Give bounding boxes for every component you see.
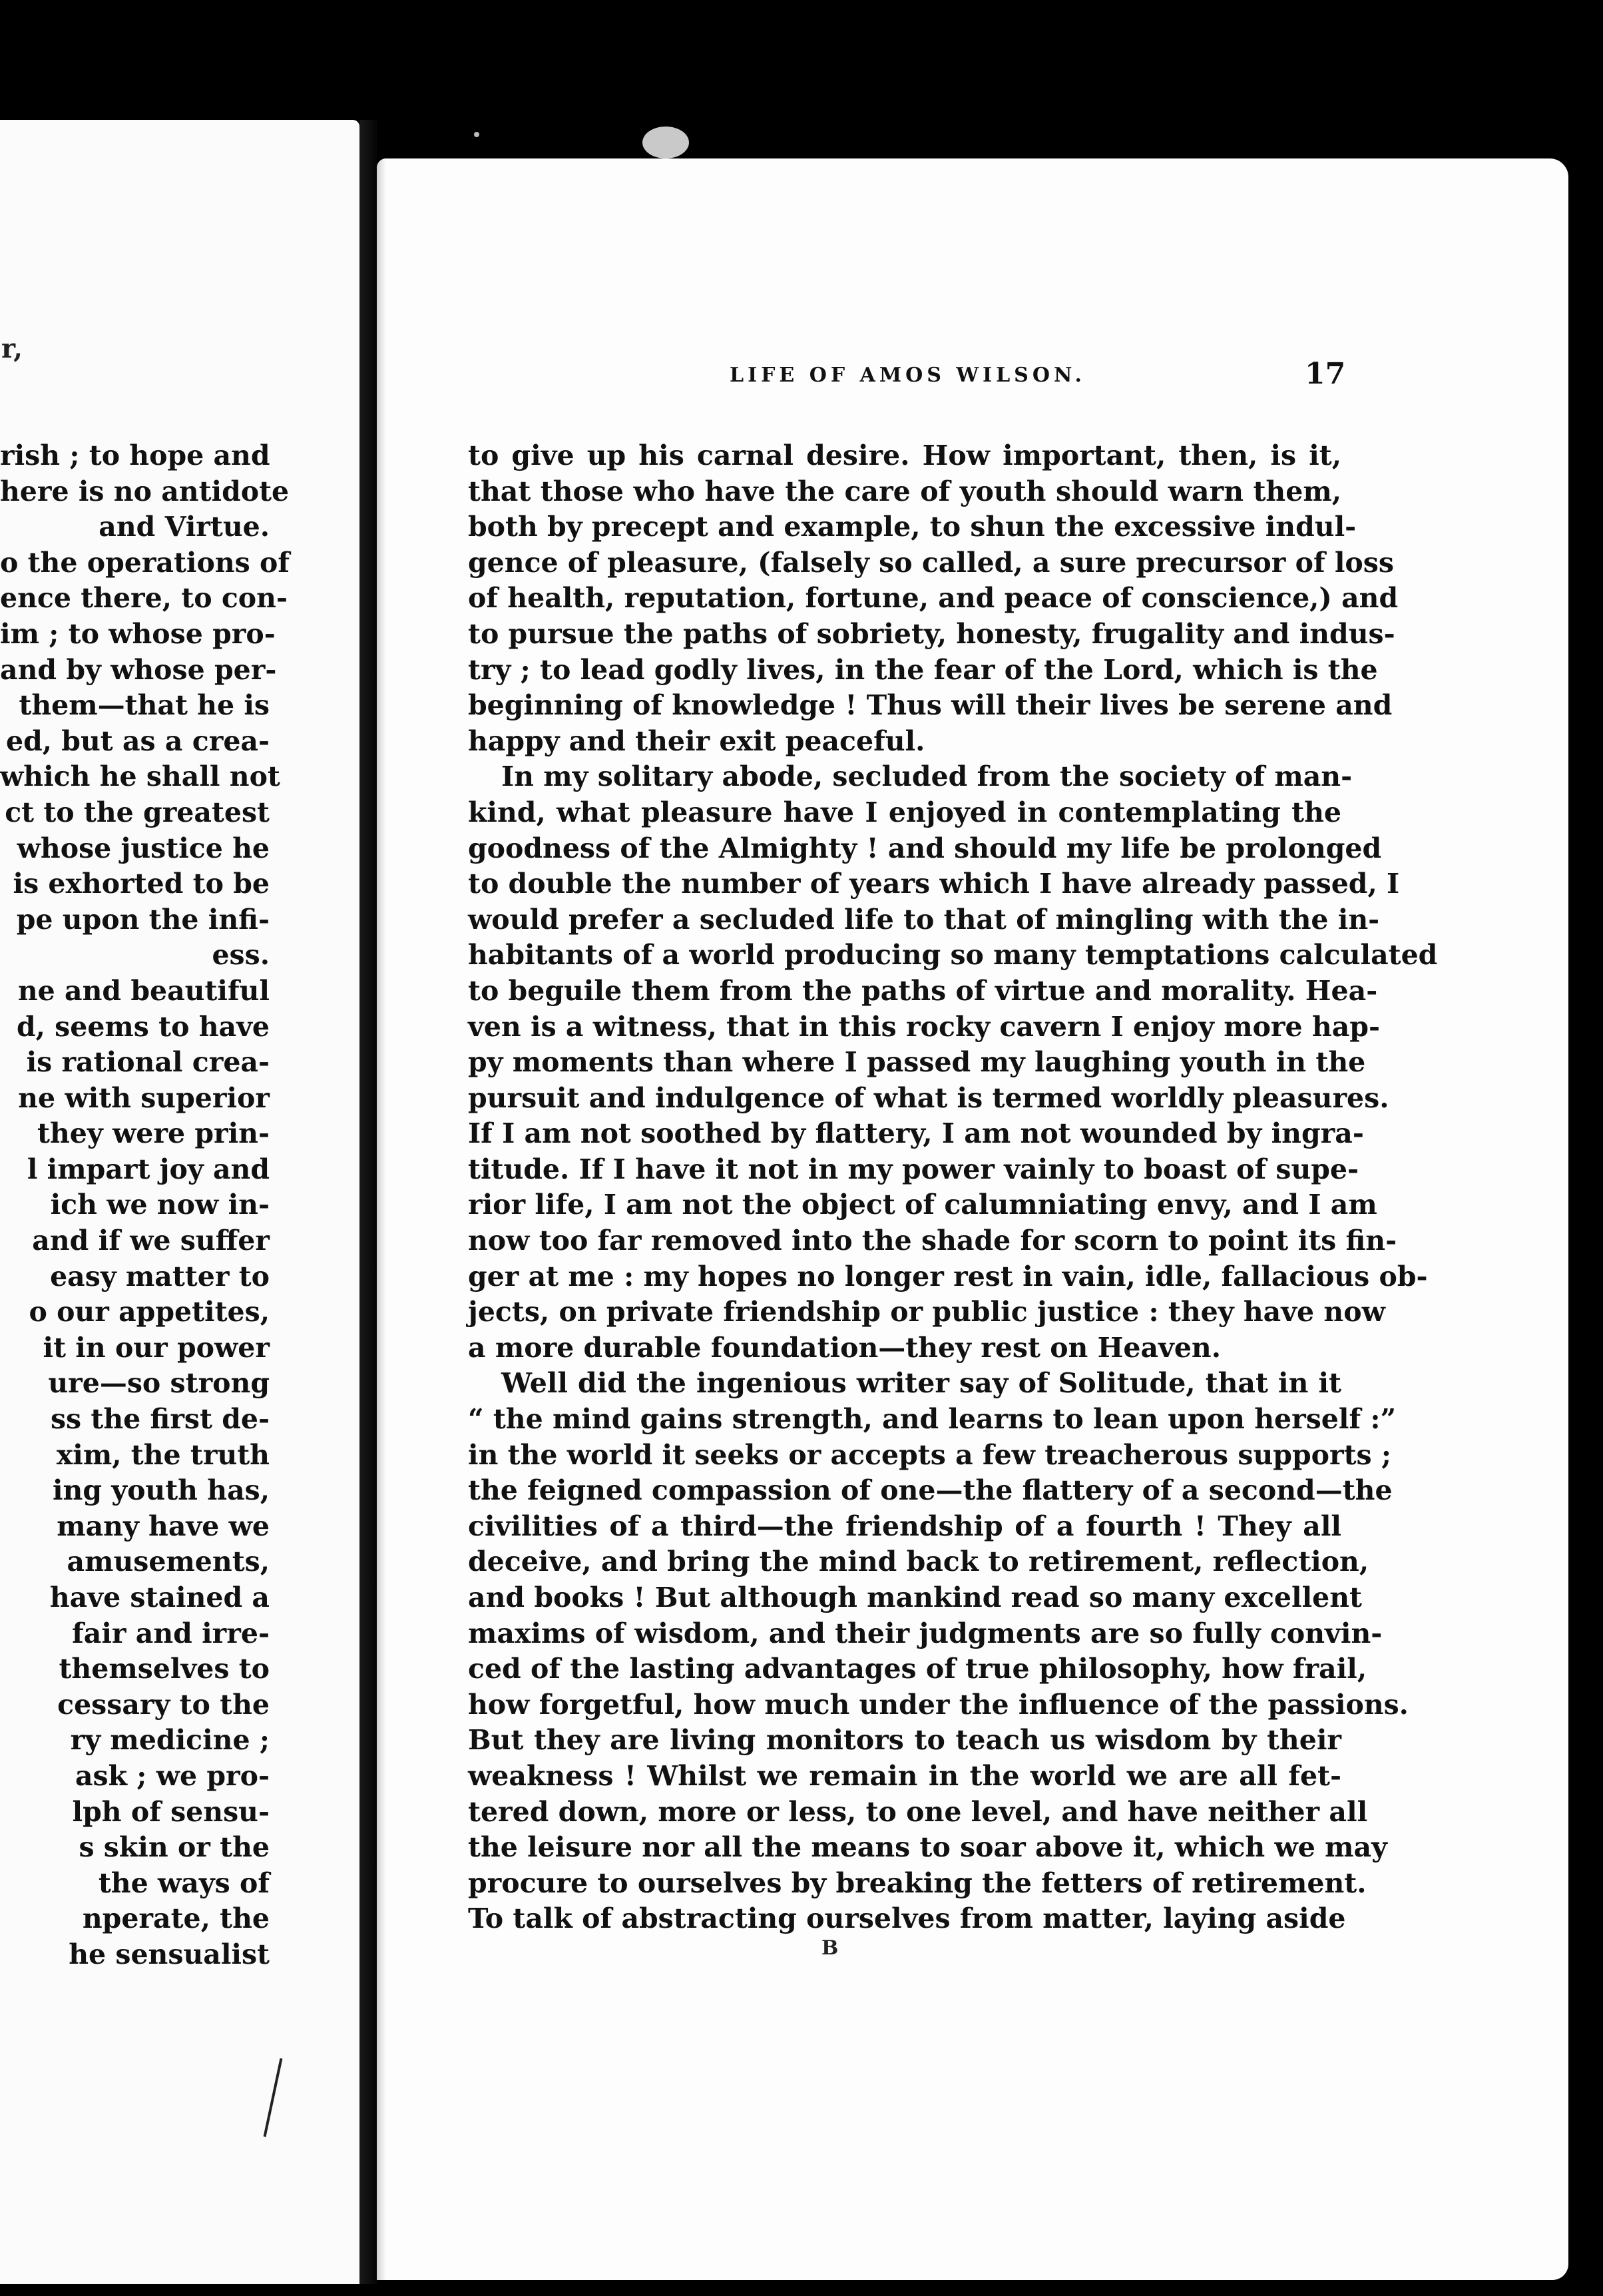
left-page-line: o our appetites,	[29, 1296, 270, 1328]
body-line: the leisure nor all the means to soar above it, which we may	[468, 1831, 1387, 1864]
book-gutter	[359, 120, 377, 2284]
left-page-line: easy matter to	[50, 1260, 270, 1292]
left-page-line: ich we now in-	[50, 1189, 270, 1221]
body-line: a more durable foundation—they rest on Heaven.	[468, 1331, 1222, 1364]
body-line: civilities of a third—the friendship of a fourth ! They all	[468, 1510, 1341, 1542]
body-line: kind, what pleasure have I enjoyed in contemplating the	[468, 796, 1341, 828]
left-page-line: ess.	[212, 939, 270, 972]
left-page-mark: r,	[1, 333, 23, 364]
body-line: py moments than where I passed my laughing youth in the	[468, 1046, 1366, 1079]
running-head: LIFE OF AMOS WILSON.	[730, 364, 1086, 387]
left-page-line: s skin or the	[79, 1831, 270, 1864]
body-line: of health, reputation, fortune, and peace of conscience,) and	[468, 582, 1399, 615]
left-page-line: have stained a	[49, 1581, 270, 1613]
body-line: would prefer a secluded life to that of mingling with the in-	[468, 903, 1380, 936]
left-page-line: ask ; we pro-	[75, 1759, 270, 1792]
body-line: ced of the lasting advantages of true philosophy, how frail,	[468, 1653, 1367, 1685]
body-line: in the world it seeks or accepts a few treacherous supports ;	[468, 1438, 1391, 1471]
paper-speck	[474, 132, 479, 137]
right-page	[377, 158, 1568, 2280]
body-line: rior life, I am not the object of calumniating envy, and I am	[468, 1189, 1377, 1221]
left-page-line: and if we suffer	[32, 1225, 270, 1257]
left-page-line: ed, but as a crea-	[6, 724, 270, 757]
body-line: But they are living monitors to teach us wisdom by their	[468, 1724, 1341, 1757]
page-edge-shadow	[377, 158, 386, 2280]
body-line: procure to ourselves by breaking the fetters of retirement.	[468, 1866, 1367, 1899]
left-page-line: ne with superior	[18, 1081, 270, 1114]
body-line: titude. If I have it not in my power vainly to boast of supe-	[468, 1153, 1359, 1185]
body-line: to beguile them from the paths of virtue and morality. Hea-	[468, 974, 1378, 1007]
left-page-line: nperate, the	[82, 1902, 270, 1935]
left-page-line: im ; to whose pro-	[0, 617, 276, 650]
page-number: 17	[1305, 357, 1346, 391]
body-line: now too far removed into the shade for scorn to point its fin-	[468, 1225, 1397, 1257]
left-page-line: fair and irre-	[72, 1617, 270, 1649]
left-page-line: amusements,	[67, 1546, 270, 1578]
body-line: jects, on private friendship or public justice : they have now	[468, 1296, 1385, 1328]
left-page-line: themselves to	[59, 1653, 270, 1685]
body-line: and books ! But although mankind read so many excellent	[468, 1581, 1362, 1613]
left-page-line: ry medicine ;	[70, 1724, 270, 1757]
body-line: goodness of the Almighty ! and should my life be prolonged	[468, 832, 1382, 864]
left-page-line: the ways of	[98, 1866, 270, 1899]
signature-mark: B	[821, 1936, 839, 1960]
body-line: how forgetful, how much under the influence of the passions.	[468, 1688, 1409, 1721]
body-line: Well did the ingenious writer say of Solitude, that in it	[501, 1367, 1341, 1400]
left-page-line: ne and beautiful	[17, 974, 270, 1007]
left-page-text	[0, 438, 290, 1973]
left-page-line: here is no antidote	[0, 475, 290, 507]
body-line: tered down, more or less, to one level, and have neither all	[468, 1795, 1368, 1828]
left-page-line: which he shall not	[0, 760, 280, 793]
left-page-line: ing youth has,	[52, 1474, 270, 1507]
left-page-line: o the operations of	[0, 546, 290, 579]
left-page-line: lph of sensu-	[72, 1795, 270, 1828]
left-page-line: ss the first de-	[50, 1403, 270, 1436]
body-line: If I am not soothed by flattery, I am not wounded by ingra-	[468, 1117, 1364, 1150]
left-page	[0, 120, 359, 2284]
body-line: happy and their exit peaceful.	[468, 724, 925, 757]
body-line: deceive, and bring the mind back to retirement, reflection,	[468, 1546, 1369, 1578]
left-page-line: they were prin-	[37, 1117, 270, 1150]
left-page-line: xim, the truth	[56, 1438, 270, 1471]
left-page-line: them—that he is	[19, 689, 270, 722]
left-page-line: ence there, to con-	[0, 582, 288, 615]
body-line: to double the number of years which I have already passed, I	[468, 868, 1400, 900]
body-line: both by precept and example, to shun the excessive indul-	[468, 511, 1357, 543]
body-line: gence of pleasure, (falsely so called, a sure precursor of loss	[468, 546, 1394, 579]
left-page-line: and Virtue.	[99, 511, 270, 543]
left-page-line: rish ; to hope and	[0, 439, 270, 471]
body-line: In my solitary abode, secluded from the society of man-	[501, 760, 1353, 793]
left-page-line: pe upon the infi-	[16, 903, 270, 936]
body-line: maxims of wisdom, and their judgments are so fully convin-	[468, 1617, 1383, 1649]
body-line: ger at me : my hopes no longer rest in vain, idle, fallacious ob-	[468, 1260, 1428, 1292]
body-text	[468, 438, 1438, 1937]
body-line: habitants of a world producing so many temptations calculated	[468, 939, 1438, 972]
left-page-line: cessary to the	[57, 1688, 270, 1721]
body-line: try ; to lead godly lives, in the fear of the Lord, which is the	[468, 653, 1378, 686]
left-page-line: is exhorted to be	[13, 868, 270, 900]
body-line: beginning of knowledge ! Thus will their lives be serene and	[468, 689, 1393, 722]
body-line: To talk of abstracting ourselves from matter, laying aside	[468, 1902, 1346, 1935]
left-page-line: ct to the greatest	[5, 796, 270, 828]
body-line: weakness ! Whilst we remain in the world we are all fet-	[468, 1759, 1341, 1792]
left-page-line: d, seems to have	[16, 1010, 270, 1043]
body-line: to pursue the paths of sobriety, honesty, frugality and indus-	[468, 617, 1395, 650]
body-line: pursuit and indulgence of what is termed worldly pleasures.	[468, 1081, 1389, 1114]
body-line: that those who have the care of youth should warn them,	[468, 475, 1341, 507]
pencil-mark	[264, 2058, 283, 2137]
body-line: to give up his carnal desire. How important, then, is it,	[468, 439, 1341, 471]
left-page-line: l impart joy and	[27, 1153, 270, 1185]
paper-speck	[642, 127, 689, 158]
body-line: the feigned compassion of one—the flattery of a second—the	[468, 1474, 1393, 1507]
body-line: “ the mind gains strength, and learns to lean upon herself :”	[468, 1403, 1397, 1436]
left-page-line: whose justice he	[17, 832, 270, 864]
body-line: ven is a witness, that in this rocky cavern I enjoy more hap-	[468, 1010, 1380, 1043]
left-page-line: many have we	[57, 1510, 270, 1542]
left-page-line: it in our power	[43, 1331, 270, 1364]
left-page-line: he sensualist	[69, 1938, 270, 1970]
left-page-line: and by whose per-	[0, 653, 277, 686]
left-page-line: is rational crea-	[26, 1046, 270, 1079]
left-page-line: ure—so strong	[48, 1367, 270, 1400]
